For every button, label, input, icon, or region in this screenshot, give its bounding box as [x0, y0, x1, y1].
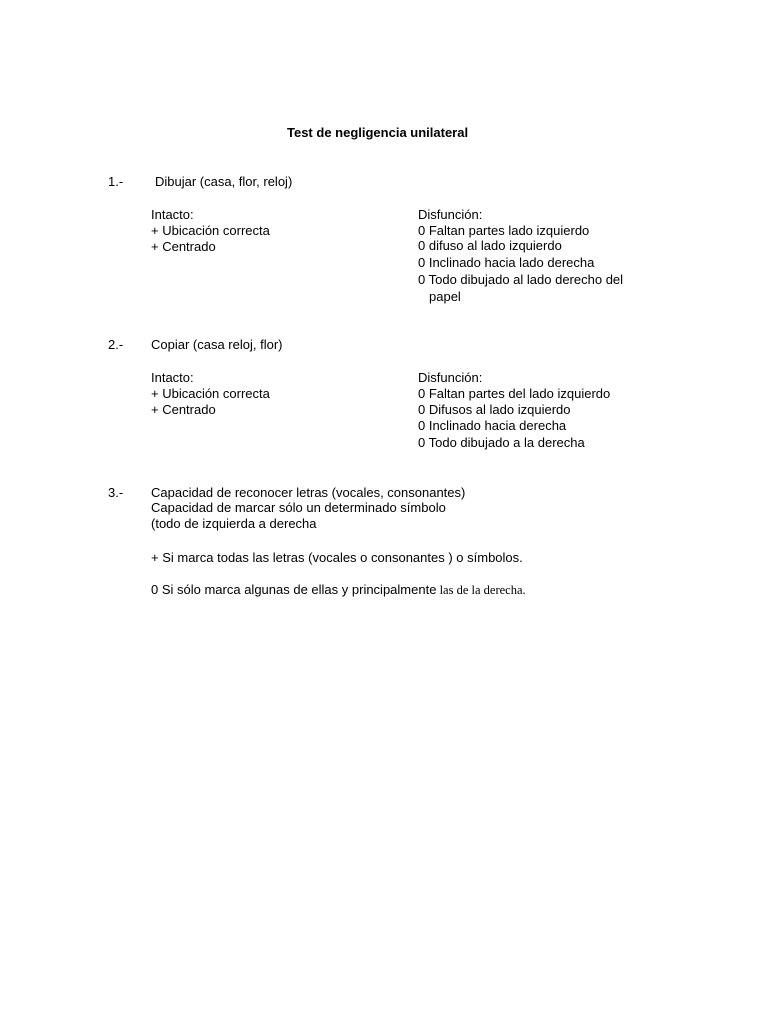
section-3-negative-end: las de la derecha. [436, 583, 526, 597]
section-2-dysfunction-item: 0 Difusos al lado izquierdo [418, 402, 571, 417]
section-1-dysfunction-item: 0 Todo dibujado al lado derecho del [418, 272, 624, 287]
section-3-line: Capacidad de reconocer letras (vocales, consonantes) [151, 485, 466, 500]
section-2-intact-item: + Centrado [151, 402, 216, 417]
section-2-intact-item: + Ubicación correcta [151, 386, 270, 401]
section-1-dysfunction-item: 0 Faltan partes lado izquierdo [418, 223, 590, 238]
section-3-negative-criterion [151, 582, 526, 598]
section-2-number: 2.- [108, 337, 124, 352]
section-1-dysfunction-item: 0 Inclinado hacia lado derecha [418, 255, 595, 270]
section-2-dysfunction-item: 0 Inclinado hacia derecha [418, 418, 567, 433]
section-3-line: Capacidad de marcar sólo un determinado símbolo [151, 500, 446, 515]
section-2-heading: Copiar (casa reloj, flor) [151, 337, 283, 352]
section-1-dysfunction-item: papel [429, 289, 461, 304]
section-1-number: 1.- [108, 174, 124, 189]
section-2-dysfunction-label: Disfunción: [418, 370, 483, 385]
section-1-intact-item: + Ubicación correcta [151, 223, 270, 238]
section-3-positive-criterion: + Si marca todas las letras (vocales o consonantes ) o símbolos. [151, 550, 523, 565]
section-1-intact-label: Intacto: [151, 207, 194, 222]
section-3-negative-start: 0 Si sólo marca algunas de ellas y principalmente [151, 582, 437, 597]
section-1-heading: Dibujar (casa, flor, reloj) [155, 174, 293, 189]
section-1-dysfunction-label: Disfunción: [418, 207, 483, 222]
section-3-number: 3.- [108, 485, 124, 500]
section-2-intact-label: Intacto: [151, 370, 194, 385]
document-title: Test de negligencia unilateral [287, 125, 469, 140]
section-2-dysfunction-item: 0 Todo dibujado a la derecha [418, 435, 585, 450]
section-2-dysfunction-item: 0 Faltan partes del lado izquierdo [418, 386, 611, 401]
section-1-dysfunction-item: 0 difuso al lado izquierdo [418, 238, 562, 253]
section-1-intact-item: + Centrado [151, 239, 216, 254]
section-3-line: (todo de izquierda a derecha [151, 516, 317, 531]
